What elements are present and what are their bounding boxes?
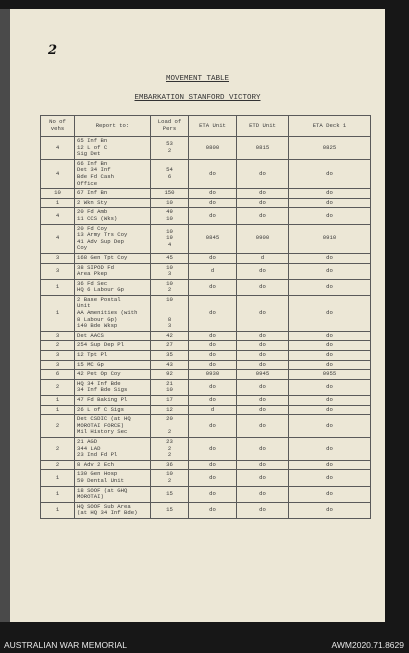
eta-unit-cell: do: [189, 460, 237, 470]
report-to-cell: 21 AGD 344 LAD 23 Ind Fd Pl: [75, 437, 151, 460]
eta-deck-cell: do: [289, 295, 371, 331]
load-cell: 92: [151, 370, 189, 380]
load-cell: 10 3: [151, 263, 189, 279]
vehicles-cell: 1: [41, 198, 75, 208]
report-to-cell: 20 Fd Amb 11 CCS (Wks): [75, 208, 151, 224]
eta-deck-cell: do: [289, 189, 371, 199]
vehicles-cell: 4: [41, 224, 75, 253]
load-cell: 10 2: [151, 470, 189, 486]
vehicles-cell: 3: [41, 331, 75, 341]
archive-reference: AWM2020.71.8629: [331, 640, 404, 650]
vehicles-cell: 1: [41, 295, 75, 331]
table-row: [41, 208, 371, 224]
table-row: [41, 253, 371, 263]
vehicles-cell: 1: [41, 470, 75, 486]
eta-unit-cell: 0800: [189, 137, 237, 160]
report-to-cell: Det CSDIC (at HQ MOROTAI FORCE) Mil History Sec: [75, 415, 151, 438]
report-to-cell: HQ SOOF Sub Area (at HQ 34 Inf Bde): [75, 502, 151, 518]
etd-unit-cell: do: [237, 379, 289, 395]
table-row: [41, 198, 371, 208]
eta-unit-cell: 0845: [189, 224, 237, 253]
etd-unit-cell: do: [237, 295, 289, 331]
etd-unit-cell: do: [237, 460, 289, 470]
load-cell: 49 10: [151, 208, 189, 224]
eta-unit-cell: d: [189, 405, 237, 415]
eta-deck-cell: do: [289, 253, 371, 263]
eta-deck-cell: do: [289, 486, 371, 502]
vehicles-cell: 10: [41, 189, 75, 199]
etd-unit-cell: d: [237, 253, 289, 263]
load-cell: 10 19 4: [151, 224, 189, 253]
eta-deck-cell: do: [289, 159, 371, 188]
eta-unit-cell: do: [189, 295, 237, 331]
load-cell: 15: [151, 502, 189, 518]
report-to-cell: 18 SOOF (at GHQ MOROTAI): [75, 486, 151, 502]
table-row: [41, 370, 371, 380]
eta-deck-cell: do: [289, 360, 371, 370]
etd-unit-cell: do: [237, 396, 289, 406]
report-to-cell: 15 MC Gp: [75, 360, 151, 370]
movement-table: [40, 115, 371, 519]
report-to-cell: 168 Gen Tpt Coy: [75, 253, 151, 263]
eta-unit-cell: do: [189, 486, 237, 502]
eta-unit-cell: do: [189, 396, 237, 406]
etd-unit-cell: do: [237, 502, 289, 518]
vehicles-cell: 2: [41, 437, 75, 460]
document-subtitle: EMBARKATION STANFORD VICTORY: [134, 94, 261, 102]
vehicles-cell: 1: [41, 405, 75, 415]
table-row: [41, 263, 371, 279]
eta-unit-cell: do: [189, 198, 237, 208]
eta-unit-cell: do: [189, 189, 237, 199]
load-cell: 150: [151, 189, 189, 199]
vehicles-cell: 3: [41, 351, 75, 361]
eta-deck-cell: do: [289, 331, 371, 341]
vehicles-cell: 3: [41, 253, 75, 263]
table-row: [41, 486, 371, 502]
document-title: MOVEMENT TABLE: [165, 75, 229, 83]
eta-deck-cell: do: [289, 396, 371, 406]
eta-deck-cell: do: [289, 415, 371, 438]
eta-unit-cell: do: [189, 502, 237, 518]
vehicles-cell: 2: [41, 415, 75, 438]
eta-deck-cell: 0825: [289, 137, 371, 160]
table-row: [41, 360, 371, 370]
table-row: [41, 279, 371, 295]
load-cell: 10: [151, 198, 189, 208]
eta-deck-cell: do: [289, 437, 371, 460]
vehicles-cell: 4: [41, 137, 75, 160]
etd-unit-cell: 0900: [237, 224, 289, 253]
header-cell: ETD Unit: [237, 116, 289, 137]
load-cell: 27: [151, 341, 189, 351]
scan-edge-strip: [0, 9, 10, 622]
table-row: [41, 415, 371, 438]
vehicles-cell: 4: [41, 159, 75, 188]
eta-unit-cell: do: [189, 159, 237, 188]
eta-unit-cell: do: [189, 208, 237, 224]
eta-deck-cell: do: [289, 341, 371, 351]
load-cell: 43: [151, 360, 189, 370]
table-row: [41, 396, 371, 406]
load-cell: 23 2 2: [151, 437, 189, 460]
report-to-cell: 67 Inf Bn: [75, 189, 151, 199]
report-to-cell: HQ 34 Inf Bde 34 Inf Bde Sigs: [75, 379, 151, 395]
report-to-cell: 2 Base Postal Unit AA Amenities (with 8 Labour Gp) 140 Bde Wksp: [75, 295, 151, 331]
etd-unit-cell: 0815: [237, 137, 289, 160]
load-cell: 21 10: [151, 379, 189, 395]
page-mark: 2: [48, 43, 58, 58]
load-cell: 10 2: [151, 279, 189, 295]
load-cell: 53 2: [151, 137, 189, 160]
load-cell: 54 6: [151, 159, 189, 188]
etd-unit-cell: do: [237, 360, 289, 370]
eta-deck-cell: 0910: [289, 224, 371, 253]
table-row: [41, 295, 371, 331]
report-to-cell: 254 Sup Dep Pl: [75, 341, 151, 351]
eta-deck-cell: do: [289, 279, 371, 295]
report-to-cell: 12 Tpt Pl: [75, 351, 151, 361]
vehicles-cell: 1: [41, 502, 75, 518]
eta-deck-cell: do: [289, 405, 371, 415]
vehicles-cell: 1: [41, 486, 75, 502]
eta-unit-cell: d: [189, 263, 237, 279]
load-cell: 10 8 3: [151, 295, 189, 331]
vehicles-cell: 2: [41, 379, 75, 395]
archive-name: AUSTRALIAN WAR MEMORIAL: [4, 640, 127, 650]
table-row: [41, 189, 371, 199]
report-to-cell: 38 SIPOD Fd Area Pkep: [75, 263, 151, 279]
report-to-cell: 47 Fd Baking Pl: [75, 396, 151, 406]
eta-deck-cell: do: [289, 263, 371, 279]
eta-unit-cell: do: [189, 341, 237, 351]
etd-unit-cell: 0945: [237, 370, 289, 380]
vehicles-cell: 3: [41, 360, 75, 370]
table-row: [41, 341, 371, 351]
report-to-cell: 65 Inf Bn 12 L of C Sig Det: [75, 137, 151, 160]
table-row: [41, 137, 371, 160]
header-cell: Report to:: [75, 116, 151, 137]
etd-unit-cell: do: [237, 159, 289, 188]
etd-unit-cell: do: [237, 331, 289, 341]
load-cell: 20 2: [151, 415, 189, 438]
eta-unit-cell: do: [189, 253, 237, 263]
eta-unit-cell: do: [189, 437, 237, 460]
table-row: [41, 460, 371, 470]
report-to-cell: 20 Fd Coy 13 Army Trs Coy 41 Adv Sup Dep Coy: [75, 224, 151, 253]
eta-deck-cell: do: [289, 379, 371, 395]
header-cell: No of vehs: [41, 116, 75, 137]
etd-unit-cell: do: [237, 405, 289, 415]
table-row: [41, 470, 371, 486]
eta-deck-cell: do: [289, 351, 371, 361]
report-to-cell: 130 Gen Hosp 59 Dental Unit: [75, 470, 151, 486]
document-page: [10, 9, 385, 622]
report-to-cell: 8 Adv 2 Ech: [75, 460, 151, 470]
table-row: [41, 331, 371, 341]
load-cell: 35: [151, 351, 189, 361]
table-row: [41, 437, 371, 460]
vehicles-cell: 1: [41, 279, 75, 295]
etd-unit-cell: do: [237, 351, 289, 361]
header-cell: ETA Unit: [189, 116, 237, 137]
load-cell: 15: [151, 486, 189, 502]
report-to-cell: 36 Fd Sec HQ 6 Labour Gp: [75, 279, 151, 295]
etd-unit-cell: do: [237, 470, 289, 486]
report-to-cell: 66 Inf Bn Det 34 Inf Bde Fd Cash Office: [75, 159, 151, 188]
vehicles-cell: 2: [41, 460, 75, 470]
eta-deck-cell: do: [289, 198, 371, 208]
eta-unit-cell: do: [189, 360, 237, 370]
archive-footer: [0, 638, 409, 653]
eta-deck-cell: do: [289, 208, 371, 224]
eta-deck-cell: do: [289, 502, 371, 518]
header-cell: Load of Pers: [151, 116, 189, 137]
table-row: [41, 379, 371, 395]
load-cell: 12: [151, 405, 189, 415]
report-to-cell: Det AACS: [75, 331, 151, 341]
table-header-row: [41, 116, 371, 137]
etd-unit-cell: do: [237, 189, 289, 199]
load-cell: 36: [151, 460, 189, 470]
table-row: [41, 159, 371, 188]
vehicles-cell: 1: [41, 396, 75, 406]
load-cell: 42: [151, 331, 189, 341]
table-row: [41, 405, 371, 415]
etd-unit-cell: do: [237, 263, 289, 279]
vehicles-cell: 6: [41, 370, 75, 380]
report-to-cell: 26 L of C Sigs: [75, 405, 151, 415]
etd-unit-cell: do: [237, 415, 289, 438]
table-row: [41, 502, 371, 518]
load-cell: 45: [151, 253, 189, 263]
eta-unit-cell: do: [189, 379, 237, 395]
eta-deck-cell: do: [289, 460, 371, 470]
eta-deck-cell: 0955: [289, 370, 371, 380]
etd-unit-cell: do: [237, 486, 289, 502]
etd-unit-cell: do: [237, 279, 289, 295]
eta-unit-cell: do: [189, 415, 237, 438]
table-row: [41, 224, 371, 253]
vehicles-cell: 2: [41, 341, 75, 351]
vehicles-cell: 3: [41, 263, 75, 279]
etd-unit-cell: do: [237, 208, 289, 224]
eta-unit-cell: do: [189, 279, 237, 295]
eta-unit-cell: do: [189, 331, 237, 341]
eta-unit-cell: 0930: [189, 370, 237, 380]
eta-deck-cell: do: [289, 470, 371, 486]
etd-unit-cell: do: [237, 341, 289, 351]
report-to-cell: 42 Pet Op Coy: [75, 370, 151, 380]
eta-unit-cell: do: [189, 351, 237, 361]
header-cell: ETA Deck 1: [289, 116, 371, 137]
report-to-cell: 2 Wkn Sty: [75, 198, 151, 208]
load-cell: 17: [151, 396, 189, 406]
etd-unit-cell: do: [237, 198, 289, 208]
table-row: [41, 351, 371, 361]
eta-unit-cell: do: [189, 470, 237, 486]
etd-unit-cell: do: [237, 437, 289, 460]
vehicles-cell: 4: [41, 208, 75, 224]
